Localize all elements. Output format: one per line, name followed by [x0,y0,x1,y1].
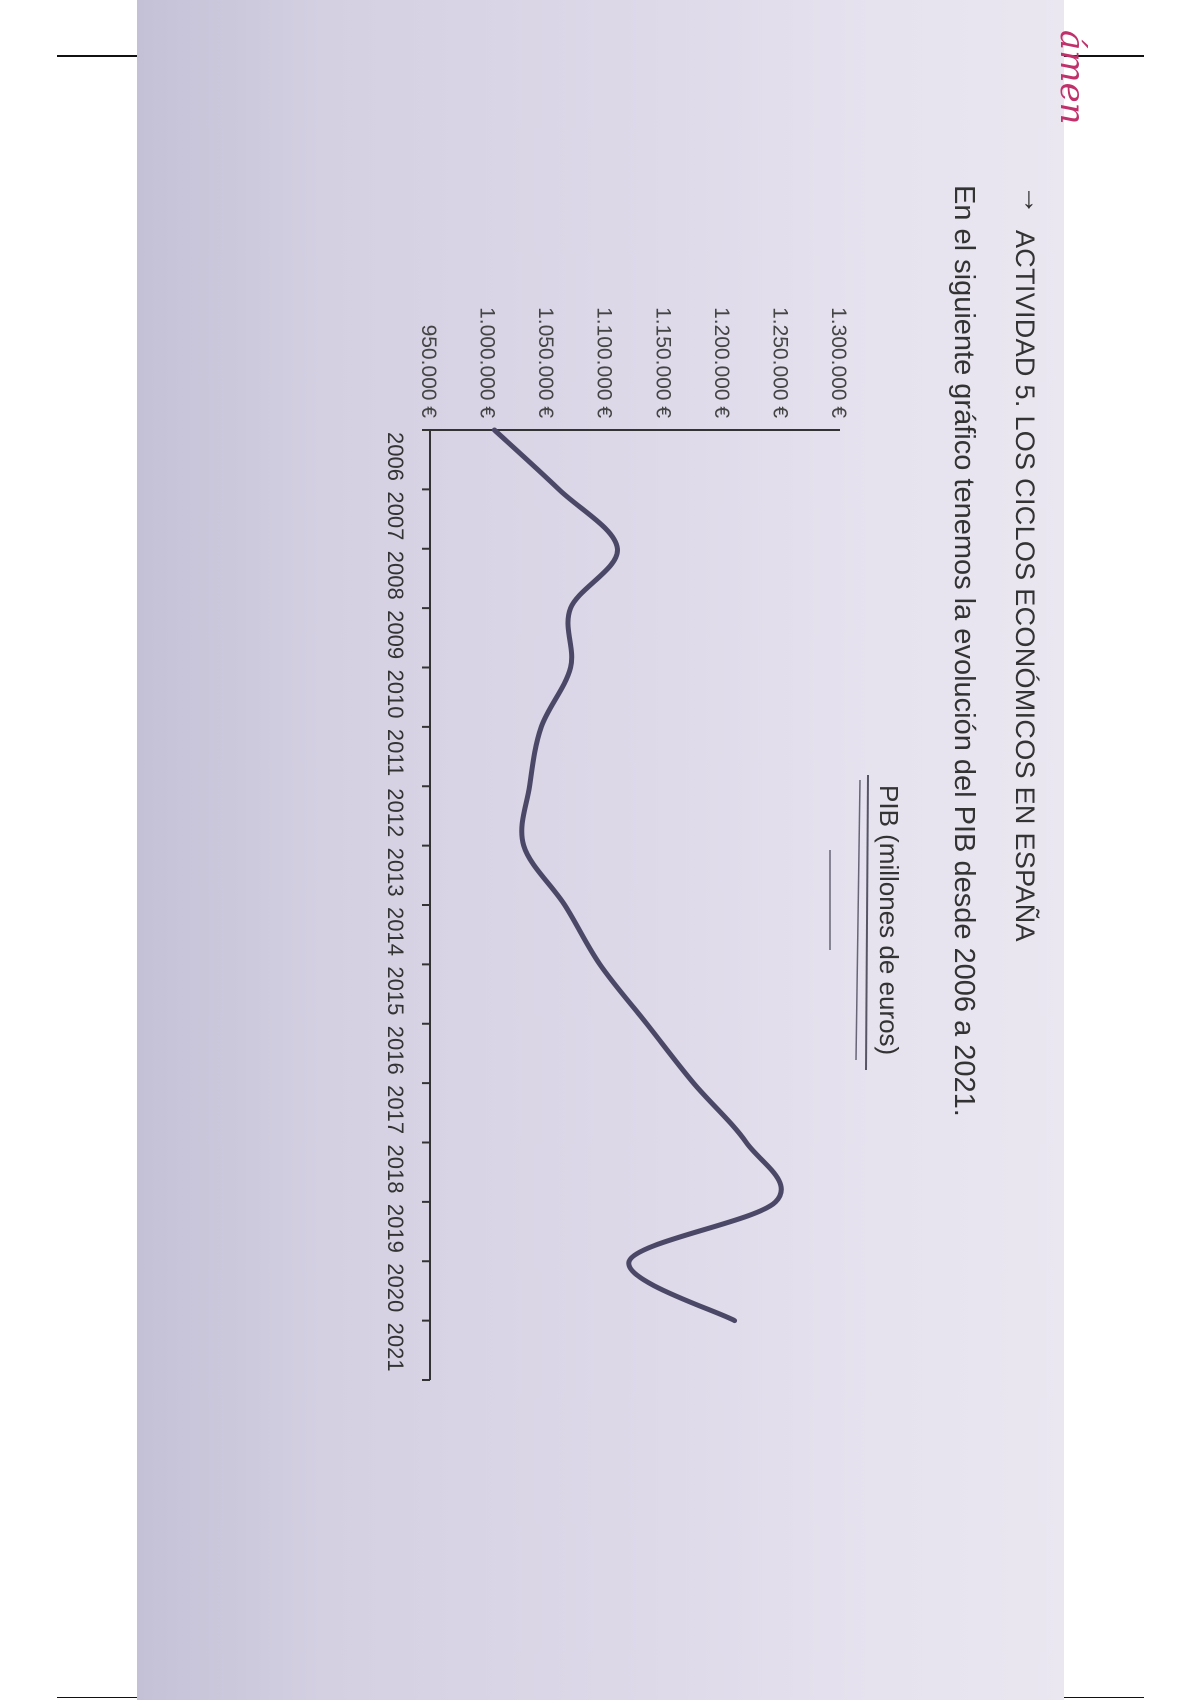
pib-series-line [494,430,781,1321]
y-tick-label: 950.000 € [417,324,440,418]
chart-title: PIB (millones de euros) [874,785,904,1056]
x-tick-label: 2015 [383,966,408,1016]
y-tick-label: 1.300.000 € [827,307,850,418]
x-tick-label: 2016 [383,1025,408,1075]
x-tick-label: 2011 [383,728,408,777]
x-tick-label: 2020 [383,1263,408,1313]
x-tick-label: 2009 [383,610,408,660]
x-tick-label: 2017 [383,1085,408,1135]
x-tick-label: 2018 [383,1144,408,1194]
y-tick-label: 1.100.000 € [592,307,616,418]
y-tick-label: 1.000.000 € [475,307,499,418]
x-tick-label: 2012 [383,788,408,838]
x-tick-label: 2019 [383,1203,408,1253]
x-tick-label: 2010 [383,669,408,719]
handwritten-note: ámen [1052,30,1092,125]
title-underline [866,775,868,1070]
rotated-content [90,185,1050,1685]
x-tick-label: 2006 [383,432,408,481]
top-rule-left [57,55,137,57]
x-tick-label: 2007 [383,491,408,541]
x-tick-label: 2013 [383,847,408,897]
activity-title: ACTIVIDAD 5. LOS CICLOS ECONÓMICOS EN ESPAÑA [1010,230,1040,942]
y-tick-label: 1.050.000 € [534,307,558,418]
x-tick-label: 2014 [383,907,408,956]
x-tick-label: 2021 [383,1322,408,1372]
y-tick-label: 1.150.000 € [651,307,675,418]
x-tick-label: 2008 [383,550,408,600]
pib-line-chart [160,185,904,1485]
title-underline-2 [856,780,860,1060]
y-tick-label: 1.200.000 € [709,307,733,418]
activity-subtitle: En el siguiente gráfico tenemos la evolución del PIB desde 2006 a 2021. [948,185,980,1117]
y-tick-label: 1.250.000 € [768,307,792,418]
arrow-icon: → [1017,185,1050,215]
